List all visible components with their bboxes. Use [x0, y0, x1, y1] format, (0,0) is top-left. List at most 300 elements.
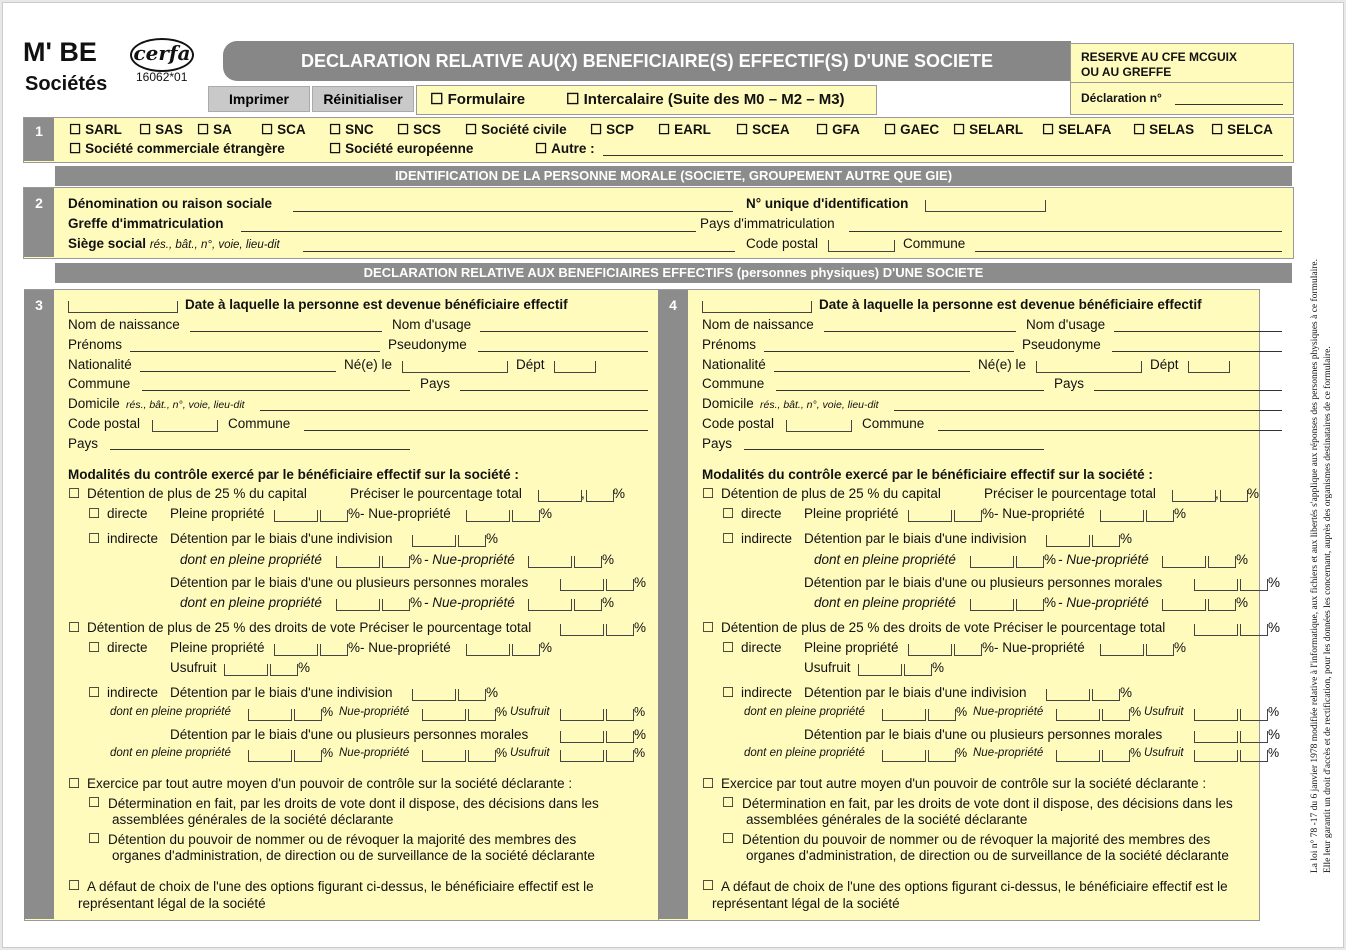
option-intercalaire[interactable]: ☐ Intercalaire (Suite des M0 – M2 – M3) — [566, 90, 845, 108]
date-label: Date à laquelle la personne est devenue bénéficiaire effectif — [819, 297, 1202, 312]
det-votes-label: Détention de plus de 25 % des droits de vote Préciser le pourcentage total — [721, 620, 1166, 635]
pct: % — [1174, 506, 1187, 521]
type-sas[interactable] — [139, 122, 183, 138]
det-capital-label: Détention de plus de 25 % du capital — [721, 486, 941, 501]
type-label: SCS — [413, 122, 441, 137]
su2-int[interactable] — [1194, 750, 1238, 762]
usufruit-label: Usufruit — [804, 660, 851, 675]
type-label: Société civile — [481, 122, 567, 137]
beneficiary-number: 4 — [658, 290, 688, 919]
su2-int[interactable] — [560, 750, 604, 762]
nue2-label: - Nue-propriété — [994, 640, 1085, 655]
ne-le-label: Né(e) le — [344, 357, 393, 372]
detention-pouvoir-checkbox[interactable] — [88, 831, 100, 847]
us-dec[interactable] — [270, 664, 298, 676]
pct: % — [613, 486, 626, 501]
type-checkbox[interactable] — [261, 122, 273, 137]
dn2-int[interactable] — [528, 599, 572, 611]
us-int[interactable] — [858, 664, 902, 676]
pays-label: Pays — [420, 376, 451, 391]
type-checkbox[interactable] — [329, 122, 341, 137]
directe2-label: directe — [107, 640, 148, 655]
code-postal-field[interactable] — [828, 240, 895, 252]
beneficiary-number: 3 — [24, 290, 54, 919]
ind2-dec[interactable] — [1092, 689, 1120, 701]
pct: % — [410, 552, 423, 567]
nationalite-field[interactable] — [774, 371, 970, 372]
nom-usage-field[interactable] — [1114, 331, 1282, 332]
section1-number: 1 — [24, 118, 54, 161]
pct: % — [1268, 705, 1280, 719]
autre-field[interactable] — [603, 155, 1283, 156]
sn1-dec[interactable] — [468, 709, 496, 721]
votes-int[interactable] — [560, 624, 604, 636]
determination-line2: assemblées générales de la société déclarante — [746, 812, 1028, 827]
dp-int[interactable] — [970, 556, 1014, 568]
nue-label: - Nue-propriété — [360, 506, 451, 521]
nom-usage-label: Nom d'usage — [1026, 317, 1106, 332]
type-checkbox[interactable] — [736, 122, 748, 137]
greffe-label: Greffe d'immatriculation — [68, 216, 224, 231]
capital-checkbox[interactable] — [68, 486, 80, 502]
prenoms-field[interactable] — [130, 351, 380, 352]
sn2-int[interactable] — [1056, 750, 1100, 762]
defaut-line2: représentant légal de la société — [78, 896, 266, 911]
type-checkbox[interactable] — [197, 122, 209, 137]
dont-pleine-label: dont en pleine propriété — [814, 595, 956, 610]
n-unique-label: N° unique d'identification — [746, 196, 909, 211]
type-gaec[interactable] — [884, 122, 939, 138]
type-label: SAS — [155, 122, 183, 137]
pct: % — [956, 705, 968, 719]
usufruit-small: Usufruit — [510, 706, 550, 718]
type-checkbox[interactable] — [1133, 122, 1145, 137]
exercice-label: Exercice par tout autre moyen d'un pouvoir de contrôle sur la société déclarante : — [721, 776, 1207, 791]
sp1-dec[interactable] — [928, 709, 956, 721]
su1-dec[interactable] — [1240, 709, 1268, 721]
type-selas[interactable] — [1133, 122, 1194, 138]
pays-field[interactable] — [1094, 390, 1282, 391]
pct: % — [982, 506, 995, 521]
indirecte-checkbox[interactable] — [88, 531, 100, 547]
sp2-dec[interactable] — [928, 750, 956, 762]
type-label: SARL — [85, 122, 122, 137]
siege-field[interactable] — [303, 251, 735, 252]
indirecte2-checkbox[interactable] — [88, 685, 100, 701]
dn-dec[interactable] — [1208, 556, 1236, 568]
sp1-int[interactable] — [882, 709, 926, 721]
nue-it-label: - Nue-propriété — [424, 552, 515, 567]
section2-bar: IDENTIFICATION DE LA PERSONNE MORALE (SOCIETE, GROUPEMENT AUTRE QUE GIE) — [55, 166, 1292, 186]
np3-dec[interactable] — [1146, 644, 1174, 656]
pp3-dec[interactable] — [320, 644, 348, 656]
determination-checkbox[interactable] — [722, 795, 734, 811]
type-selafa[interactable] — [1042, 122, 1111, 138]
defaut-checkbox[interactable] — [68, 878, 80, 894]
type-societe-europeenne[interactable] — [329, 141, 473, 157]
type-gfa[interactable] — [816, 122, 860, 138]
preciser-pct-label: Préciser le pourcentage total — [350, 486, 522, 501]
exercice-checkbox[interactable] — [702, 776, 714, 792]
sp2-dec[interactable] — [294, 750, 322, 762]
ne-le-label: Né(e) le — [978, 357, 1027, 372]
mor-dec[interactable] — [1240, 579, 1268, 591]
type-scs[interactable] — [397, 122, 441, 138]
directe2-checkbox[interactable] — [88, 640, 100, 656]
type-selca[interactable] — [1211, 122, 1273, 138]
dont-pleine-label: dont en pleine propriété — [180, 552, 322, 567]
pleine-label: Pleine propriété — [804, 506, 899, 521]
date-benef-field[interactable] — [702, 301, 812, 313]
pseudonyme-field[interactable] — [1112, 351, 1282, 352]
us-int[interactable] — [224, 664, 268, 676]
pct: % — [1236, 595, 1249, 610]
domicile-label: Domicile — [702, 396, 754, 411]
ind-dec[interactable] — [1092, 535, 1120, 547]
ne-le-field[interactable] — [1036, 361, 1142, 373]
morales2-label: Détention par le biais d'une ou plusieurs personnes morales — [804, 727, 1163, 742]
dn-int[interactable] — [528, 556, 572, 568]
nue-small: Nue-propriété — [339, 706, 410, 718]
denomination-label: Dénomination ou raison sociale — [68, 196, 273, 211]
pct: % — [1120, 685, 1133, 700]
dp2-int[interactable] — [970, 599, 1014, 611]
sn1-int[interactable] — [422, 709, 466, 721]
indivision-label: Détention par le biais d'une indivision — [804, 531, 1027, 546]
np-dec[interactable] — [1146, 510, 1174, 522]
pct: % — [1268, 575, 1281, 590]
commune2-label: Commune — [228, 416, 291, 431]
exercice-checkbox[interactable] — [68, 776, 80, 792]
pct: % — [540, 640, 553, 655]
indirecte2-checkbox[interactable] — [722, 685, 734, 701]
dont-pleine-small: dont en pleine propriété — [110, 706, 231, 718]
ind2-dec[interactable] — [458, 689, 486, 701]
commune-label: Commune — [903, 236, 966, 251]
indirecte2-label: indirecte — [107, 685, 159, 700]
determination-line1: Détermination en fait, par les droits de vote dont il dispose, des décisions dans les — [108, 796, 599, 811]
commune-field[interactable] — [776, 390, 1044, 391]
form-subtitle: Sociétés — [25, 73, 108, 95]
dp-dec[interactable] — [1016, 556, 1044, 568]
sn2-dec[interactable] — [1102, 750, 1130, 762]
su1-int[interactable] — [560, 709, 604, 721]
date-benef-field[interactable] — [68, 301, 178, 313]
nationalite-label: Nationalité — [702, 357, 766, 372]
type-societe-commerciale-etrangere[interactable] — [69, 141, 285, 157]
us-dec[interactable] — [904, 664, 932, 676]
dn2-dec[interactable] — [574, 599, 602, 611]
dp2-dec[interactable] — [1016, 599, 1044, 611]
prenoms-field[interactable] — [764, 351, 1014, 352]
pct: % — [1130, 705, 1142, 719]
dont-pleine-label: dont en pleine propriété — [180, 595, 322, 610]
pseudonyme-field[interactable] — [478, 351, 648, 352]
votes-checkbox[interactable] — [702, 620, 714, 636]
pays2-label: Pays — [702, 436, 733, 451]
usufruit-small: Usufruit — [1144, 706, 1184, 718]
pays-field[interactable] — [460, 390, 648, 391]
type-checkbox[interactable] — [139, 122, 151, 137]
type-label: SCEA — [752, 122, 790, 137]
section2-number: 2 — [24, 188, 54, 257]
type-checkbox[interactable] — [69, 122, 81, 137]
determination-checkbox[interactable] — [88, 795, 100, 811]
pseudonyme-label: Pseudonyme — [1022, 337, 1101, 352]
type-checkbox[interactable] — [329, 141, 341, 156]
dn2-dec[interactable] — [1208, 599, 1236, 611]
dp-dec[interactable] — [382, 556, 410, 568]
capital-pct-int[interactable] — [1172, 490, 1216, 502]
type-label: SCP — [606, 122, 634, 137]
detention-pouvoir-checkbox[interactable] — [722, 831, 734, 847]
ind2-int[interactable] — [1046, 689, 1090, 701]
pp-int[interactable] — [908, 510, 952, 522]
morales-label: Détention par le biais d'une ou plusieurs personnes morales — [170, 575, 529, 590]
nue-it-label: - Nue-propriété — [424, 595, 515, 610]
type-checkbox[interactable] — [465, 122, 477, 137]
nue-it-label: - Nue-propriété — [1058, 595, 1149, 610]
sp1-int[interactable] — [248, 709, 292, 721]
print-button[interactable]: Imprimer — [208, 86, 310, 112]
sn1-dec[interactable] — [1102, 709, 1130, 721]
type-label: SA — [213, 122, 232, 137]
pp-int[interactable] — [274, 510, 318, 522]
usufruit-small: Usufruit — [510, 747, 550, 759]
domicile-hint: rés., bât., n°, voie, lieu-dit — [760, 399, 879, 411]
pct: % — [486, 531, 499, 546]
nue-it-label: - Nue-propriété — [1058, 552, 1149, 567]
denomination-field[interactable] — [293, 211, 733, 212]
formulaire-checkbox[interactable] — [430, 91, 443, 108]
capital-pct-dec[interactable] — [1220, 490, 1248, 502]
votes-dec[interactable] — [606, 624, 634, 636]
type-checkbox[interactable] — [590, 122, 602, 137]
mor2-int[interactable] — [560, 731, 604, 743]
n-unique-field[interactable] — [925, 200, 1046, 212]
greffe-field[interactable] — [241, 231, 696, 232]
pays-label: Pays — [1054, 376, 1085, 391]
sn2-int[interactable] — [422, 750, 466, 762]
commune-field[interactable] — [975, 251, 1282, 252]
dept-field[interactable] — [554, 361, 596, 373]
type-scp[interactable] — [590, 122, 634, 138]
sp2-int[interactable] — [882, 750, 926, 762]
indirecte-checkbox[interactable] — [722, 531, 734, 547]
type-societe-civile[interactable] — [465, 122, 567, 138]
pct: % — [496, 705, 508, 719]
dn2-int[interactable] — [1162, 599, 1206, 611]
type-label: EARL — [674, 122, 711, 137]
declaration-number-label: Déclaration n° — [1081, 91, 1162, 105]
usufruit-label: Usufruit — [170, 660, 217, 675]
code-postal-field[interactable] — [786, 420, 852, 432]
indirecte2-label: indirecte — [741, 685, 793, 700]
pp3-int[interactable] — [274, 644, 318, 656]
type-sa[interactable] — [197, 122, 232, 138]
commune2-field[interactable] — [304, 430, 648, 431]
legal-note: La loi n° 78 -17 du 6 janvier 1978 modifiée relative à l'informatique, aux fichiers et aux libertés s'applique aux réponses des personnes physiques à ce formulaire. Elle leur garantit un droit d'accès et de rectification, pour les données les concernant, auprès des organismes destinataires de ce formulaire. — [1310, 259, 1333, 873]
mor-dec[interactable] — [606, 579, 634, 591]
defaut-checkbox[interactable] — [702, 878, 714, 894]
domicile-label: Domicile — [68, 396, 120, 411]
pct: % — [634, 575, 647, 590]
mor2-dec[interactable] — [1240, 731, 1268, 743]
votes-checkbox[interactable] — [68, 620, 80, 636]
type-earl[interactable] — [658, 122, 711, 138]
type-checkbox[interactable] — [1211, 122, 1223, 137]
domicile-field[interactable] — [894, 410, 1282, 411]
type-autre[interactable] — [535, 141, 595, 157]
directe2-checkbox[interactable] — [722, 640, 734, 656]
type-checkbox[interactable] — [1042, 122, 1054, 137]
pays2-field[interactable] — [110, 449, 410, 450]
mor-int[interactable] — [560, 579, 604, 591]
commune-field[interactable] — [142, 390, 410, 391]
ind2-int[interactable] — [412, 689, 456, 701]
ne-le-field[interactable] — [402, 361, 508, 373]
pp3-int[interactable] — [908, 644, 952, 656]
type-label: GAEC — [900, 122, 940, 137]
nom-naissance-field[interactable] — [190, 331, 382, 332]
type-sca[interactable] — [261, 122, 306, 138]
pays-immat-field[interactable] — [849, 231, 1282, 232]
domicile-field[interactable] — [260, 410, 648, 411]
commune2-label: Commune — [862, 416, 925, 431]
code-postal-label: Code postal — [68, 416, 141, 431]
pleine-label: Pleine propriété — [170, 506, 265, 521]
type-checkbox[interactable] — [816, 122, 828, 137]
nationalite-field[interactable] — [140, 371, 336, 372]
votes-int[interactable] — [1194, 624, 1238, 636]
np3-int[interactable] — [466, 644, 510, 656]
type-label: SCA — [277, 122, 306, 137]
pct: % — [348, 640, 361, 655]
dp-int[interactable] — [336, 556, 380, 568]
sn1-int[interactable] — [1056, 709, 1100, 721]
type-snc[interactable] — [329, 122, 374, 138]
type-sarl[interactable] — [69, 122, 122, 138]
type-label: SELAFA — [1058, 122, 1112, 137]
su2-dec[interactable] — [1240, 750, 1268, 762]
su1-dec[interactable] — [606, 709, 634, 721]
mor-int[interactable] — [1194, 579, 1238, 591]
pct: % — [634, 727, 647, 742]
pays2-label: Pays — [68, 436, 99, 451]
dept-label: Dépt — [516, 357, 545, 372]
type-checkbox[interactable] — [69, 141, 81, 156]
type-selarl[interactable] — [953, 122, 1023, 138]
pp-dec[interactable] — [320, 510, 348, 522]
directe-checkbox[interactable] — [722, 506, 734, 522]
determination-line2: assemblées générales de la société déclarante — [112, 812, 394, 827]
np3-int[interactable] — [1100, 644, 1144, 656]
nationalite-label: Nationalité — [68, 357, 132, 372]
defaut-line1: A défaut de choix de l'une des options figurant ci-dessus, le bénéficiaire effectif est le — [721, 879, 1228, 894]
type-scea[interactable] — [736, 122, 790, 138]
code-postal-label: Code postal — [702, 416, 775, 431]
dp2-dec[interactable] — [382, 599, 410, 611]
ind-int[interactable] — [1046, 535, 1090, 547]
dp2-int[interactable] — [336, 599, 380, 611]
ind-dec[interactable] — [458, 535, 486, 547]
np3-dec[interactable] — [512, 644, 540, 656]
directe-checkbox[interactable] — [88, 506, 100, 522]
defaut-line1: A défaut de choix de l'une des options figurant ci-dessus, le bénéficiaire effectif est le — [87, 879, 594, 894]
nom-naissance-field[interactable] — [824, 331, 1016, 332]
type-label: SNC — [345, 122, 374, 137]
np-int[interactable] — [1100, 510, 1144, 522]
pct: % — [634, 620, 647, 635]
pct: % — [1268, 620, 1281, 635]
dept-field[interactable] — [1188, 361, 1230, 373]
siege-label: Siège social — [68, 236, 147, 251]
type-checkbox[interactable] — [535, 141, 547, 156]
pseudonyme-label: Pseudonyme — [388, 337, 467, 352]
dn-dec[interactable] — [574, 556, 602, 568]
detention-pouvoir-line2: organes d'administration, de direction ou de surveillance de la société déclarante — [746, 848, 1229, 863]
option-formulaire[interactable]: ☐ Formulaire — [430, 90, 525, 108]
dn-int[interactable] — [1162, 556, 1206, 568]
np-dec[interactable] — [512, 510, 540, 522]
pct: % — [1236, 552, 1249, 567]
mor2-int[interactable] — [1194, 731, 1238, 743]
nom-naissance-label: Nom de naissance — [68, 317, 180, 332]
pct: % — [1268, 746, 1280, 760]
form-page — [2, 2, 1344, 948]
capital-checkbox[interactable] — [702, 486, 714, 502]
indivision-label: Détention par le biais d'une indivision — [170, 531, 393, 546]
su2-dec[interactable] — [606, 750, 634, 762]
nom-naissance-label: Nom de naissance — [702, 317, 814, 332]
intercalaire-checkbox[interactable] — [566, 91, 579, 108]
capital-pct-int[interactable] — [538, 490, 582, 502]
sp2-int[interactable] — [248, 750, 292, 762]
capital-pct-dec[interactable] — [586, 490, 614, 502]
nom-usage-field[interactable] — [480, 331, 648, 332]
code-postal-field[interactable] — [152, 420, 218, 432]
cerfa-number: 16062*01 — [136, 70, 188, 84]
declaration-number-field[interactable] — [1175, 104, 1283, 105]
morales-label: Détention par le biais d'une ou plusieurs personnes morales — [804, 575, 1163, 590]
ind-int[interactable] — [412, 535, 456, 547]
dont-pleine-label: dont en pleine propriété — [814, 552, 956, 567]
type-checkbox[interactable] — [953, 122, 965, 137]
sp1-dec[interactable] — [294, 709, 322, 721]
pct: % — [298, 660, 311, 675]
date-label: Date à laquelle la personne est devenue bénéficiaire effectif — [185, 297, 568, 312]
reset-button[interactable]: Réinitialiser — [312, 86, 414, 112]
reserve-line2: OU AU GREFFE — [1081, 65, 1172, 79]
pleine2-label: Pleine propriété — [804, 640, 899, 655]
prenoms-label: Prénoms — [68, 337, 123, 352]
indivision2-label: Détention par le biais d'une indivision — [170, 685, 393, 700]
type-checkbox[interactable] — [658, 122, 670, 137]
pp-dec[interactable] — [954, 510, 982, 522]
commune2-field[interactable] — [938, 430, 1282, 431]
pct: % — [322, 705, 334, 719]
votes-dec[interactable] — [1240, 624, 1268, 636]
type-checkbox[interactable] — [884, 122, 896, 137]
sn2-dec[interactable] — [468, 750, 496, 762]
mor2-dec[interactable] — [606, 731, 634, 743]
pays2-field[interactable] — [744, 449, 1044, 450]
pp3-dec[interactable] — [954, 644, 982, 656]
su1-int[interactable] — [1194, 709, 1238, 721]
np-int[interactable] — [466, 510, 510, 522]
type-checkbox[interactable] — [397, 122, 409, 137]
type-label: GFA — [832, 122, 860, 137]
